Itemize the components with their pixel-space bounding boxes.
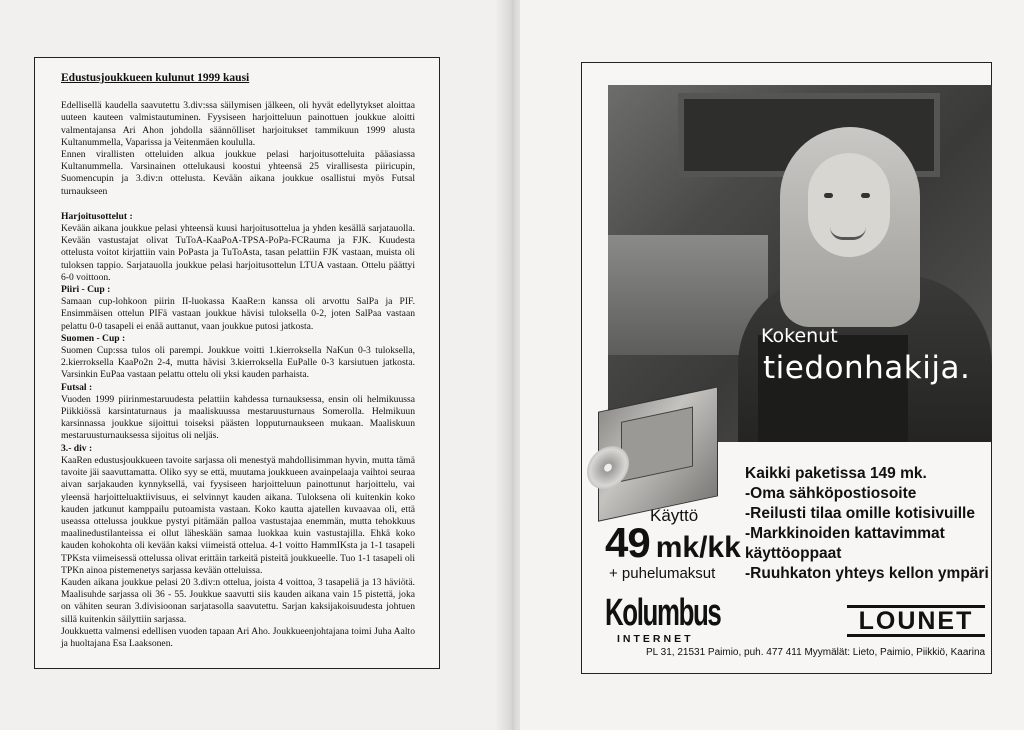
section-heading-harjoitusottelut: Harjoitusottelut : [61,210,133,222]
kolumbus-sub: INTERNET [617,633,694,645]
section-heading-futsal: Futsal : [61,381,93,393]
section-heading-suomen-cup: Suomen - Cup : [61,332,126,344]
article-title: Edustusjoukkueen kulunut 1999 kausi [61,72,250,84]
tagline-big: tiedonhakija. [763,350,971,386]
article-box [34,57,440,669]
feature-item: -Markkinoiden kattavimmat [745,525,945,542]
intro-paragraph-1: Edellisellä kaudella saavutettu 3.div:ssa säilymisen jälkeen, oli hyvät edellytykset aloittaa uuteen kauteen valmistautuminen. Fyysiseen harjoitteluun painottuen joukkue aloitti valmentajansa Ari Ahon johdolla säännölliset harjoitukset tammikuun 1999 alusta Kultanummella, Vaparissa ja Veitenmäen koululla. [61,100,415,148]
feature-item: -Oma sähköpostiosoite [745,485,917,502]
ad-photo-girl [608,85,992,442]
cd-disc-icon [587,442,629,493]
section-heading-piiri-cup: Piiri - Cup : [61,284,111,296]
season-summary-paragraph: Kauden aikana joukkue pelasi 20 3.div:n ottelua, joista 4 voittoa, 3 tasapeliä ja 13 häviötä. Maalisuhde sarjassa oli 36 - 55. Joukkue saavutti siis kauden aikana vain 15 pistettä, joka on vähiten seuran 3.divisioonan sarjatasolla saavutettu. Sarjan kaksijakoisuudesta johtuen sillä kuitenkin säilyttiin sarjassa. [61,576,415,625]
tagline-small: Kokenut [761,325,838,347]
kolumbus-logo [605,592,775,645]
feature-item: käyttöoppaat [745,545,842,562]
feature-item: -Ruuhkaton yhteys kellon ympäri [745,565,989,582]
section-text-futsal: Vuoden 1999 piirinmestaruudesta pelattiin kahdessa turnauksessa, ensin oli helmikuussa Piikkiössä karsintaturnaus ja maaliskuussa mestaruusturnaus Somerolla. Helmikuun karsinnassa joukkue sijoittui toiseksi päästen lopputurnaukseen mukaan. Maaliskuun mestaruusturnauksessa sijoitus oli neljäs. [61,393,415,442]
kolumbus-brand: Kolumbus [605,592,721,634]
lounet-logo: LOUNET [847,605,985,637]
advertisement-box [581,62,992,674]
staff-paragraph: Joukkuetta valmensi edellisen vuoden tapaan Ari Aho. Joukkueenjohtajana toimi Juha Aalto ja huoltajana Esa Laaksonen. [61,625,415,649]
address-line: PL 31, 21531 Paimio, puh. 477 411 Myymälät: Lieto, Paimio, Piikkiö, Kaarina [646,647,986,658]
feature-list [745,464,990,584]
section-text-harjoitusottelut: Kevään aikana joukkue pelasi yhteensä kuusi harjoitusottelua ja yhden kesällä sarjatauolla. Kevään vastustajat olivat TuToA-KaaPoA-TPSA-PoPa-FCRauma ja FJK. Kuudesta ottelusta voitot kirjattiin vain PoPasta ja TuToAsta, tasan pelattiin FJK vastaan, muista oli tuloksen tappio. Sarjatauolla joukkue pelasi harjoitusottelun LTUA vastaan. Ottelu päättyi 6-0 voittoon. [61,223,415,283]
price-unit: mk/kk [655,531,741,564]
intro-paragraph-2: Ennen virallisten otteluiden alkua joukkue pelasi harjoitusotteluita pääasiassa Kultanummella. Varsinainen ottelukausi koostui yhteensä 25 virallisesta piiricupin, Suomencupin ja 3.div:n ottelusta. Kevään aikana joukkue osallistui myös Futsal turnaukseen [61,149,415,197]
feature-item: Kaikki paketissa 149 mk. [745,465,927,482]
price-number: 49 [605,519,650,566]
section-text-suomen-cup: Suomen Cup:ssa tulos oli parempi. Joukkue voitti 1.kierroksella NaKun 0-3 tuloksella, 2.kierroksella KaaPo2n 2-4, mutta hävisi 3.kierroksella EuPalle 0-3 karsiutuen jatkosta. Varsinkin EuPaa vastaan pelattu ottelu oli yksi kauden parhaista. [61,345,415,381]
section-heading-3-div: 3.- div : [61,442,93,454]
section-text-3-div: KaaRen edustusjoukkueen tavoite sarjassa oli menestyä mahdollisimman hyvin, mutta tämä tavoite jäi saavuttamatta. Oliko syy se että, muutama joukkueen avainpelaaja vaihtoi seuraa aivan sarjakauden kynnyksellä, vai fyysiseen harjoitteluun painottunut harjoittelu, vai yleensä harjoitteluaktiivisuus, ei selvinnyt kauden aikana. Tuloksena oli kuitenkin koko kauden jatkunut kamppailu putoamista vastaan. Koko kautta ajatellen kuvaavaa oli, että useassa ottelussa joukkue pystyi pitämään palloa vastustajaa enemmän, mutta tehokkuus maalinedustilanteissa ei ollut läheskään samaa luokkaa kuin vastustajilla. Ehkä koko kauden kohokohta oli kevään kaksi viimeistä ottelua. 4-1 voitto HammIKsta ja 1-1 tasapeli TPKsta viimeisessä ottelussa olivat erittäin tarkeitä pisteitä joukkueelle. Tuo 1-1 tasapeli oli TPKn ainoa pistemenetys sarjassa kevään otteluissa. [61,454,415,576]
price-label: Käyttö [650,506,699,525]
section-text-piiri-cup: Samaan cup-lohkoon piirin II-luokassa KaaRe:n kanssa oli arvottu SalPa ja PIF. Ensimmäisen ottelun PIFä vastaan joukkue hävisi tuloksella 0-2, joten SalPaa vastaan pelattu 0-0 tasapeli ei enää auttanut, vaan joukkue putosi jatkosta. [61,296,415,332]
price [605,519,741,567]
price-extra: + puhelumaksut [609,565,716,582]
feature-item: -Reilusti tilaa omille kotisivuille [745,505,975,522]
